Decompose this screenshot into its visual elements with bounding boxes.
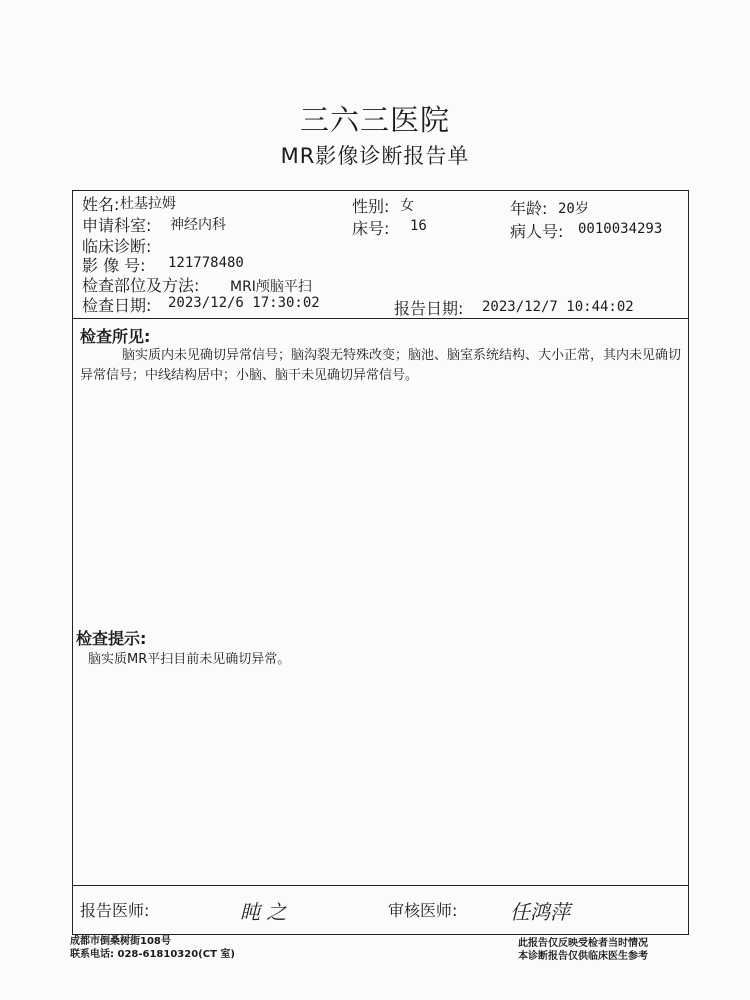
patient-sex: 女 (400, 198, 414, 214)
impression-title: 检查提示: (76, 629, 147, 648)
report-date: 2023/12/7 10:44:02 (482, 299, 634, 315)
patient-id: 0010034293 (578, 221, 663, 237)
patient-age: 20岁 (558, 201, 589, 217)
image-no: 121778480 (168, 255, 244, 271)
report-date-label: 报告日期: (394, 299, 464, 318)
patient-bed: 16 (410, 218, 427, 234)
findings-title: 检查所见: (80, 327, 151, 346)
exam-date-label: 检查日期: (82, 296, 152, 315)
divider-signature (72, 885, 689, 886)
image-no-label: 影 像 号: (82, 256, 146, 275)
patient-id-label: 病人号: (510, 222, 564, 241)
impression-text: 脑实质MR平扫目前未见确切异常。 (88, 652, 291, 667)
footer-note-1: 此报告仅反映受检者当时情况 (518, 938, 648, 949)
findings-text: 脑实质内未见确切异常信号；脑沟裂无特殊改变；脑池、脑室系统结构、大小正常，其内未见确切异常信号；中线结构居中；小脑、脑干未见确切异常信号。 (80, 348, 682, 383)
age-label: 年龄: (510, 199, 548, 218)
patient-dept: 神经内科 (170, 217, 226, 233)
reviewer-label: 审核医师: (388, 901, 458, 920)
footer-phone: 联系电话: 028-61810320(CT 室) (70, 949, 235, 960)
doctor-signature: 盹 之 (240, 900, 287, 924)
sex-label: 性别: (352, 197, 390, 216)
dept-label: 申请科室: (82, 216, 152, 235)
bed-label: 床号: (352, 219, 390, 238)
exam-method: MRI颅脑平扫 (230, 279, 312, 295)
clinical-dx-label: 临床诊断: (82, 237, 152, 256)
name-label: 姓名: (82, 195, 120, 214)
doctor-label: 报告医师: (80, 901, 150, 920)
footer-note-2: 本诊断报告仅供临床医生参考 (518, 951, 648, 962)
patient-name: 杜基拉姆 (120, 196, 176, 212)
reviewer-signature: 任鸿萍 (510, 900, 570, 924)
footer-address: 成都市倒桑树街108号 (70, 936, 171, 947)
exam-date: 2023/12/6 17:30:02 (168, 295, 320, 311)
hospital-name: 三六三医院 (299, 103, 450, 137)
divider-info (72, 318, 689, 319)
report-title: MR影像诊断报告单 (280, 144, 470, 168)
method-label: 检查部位及方法: (82, 276, 200, 295)
